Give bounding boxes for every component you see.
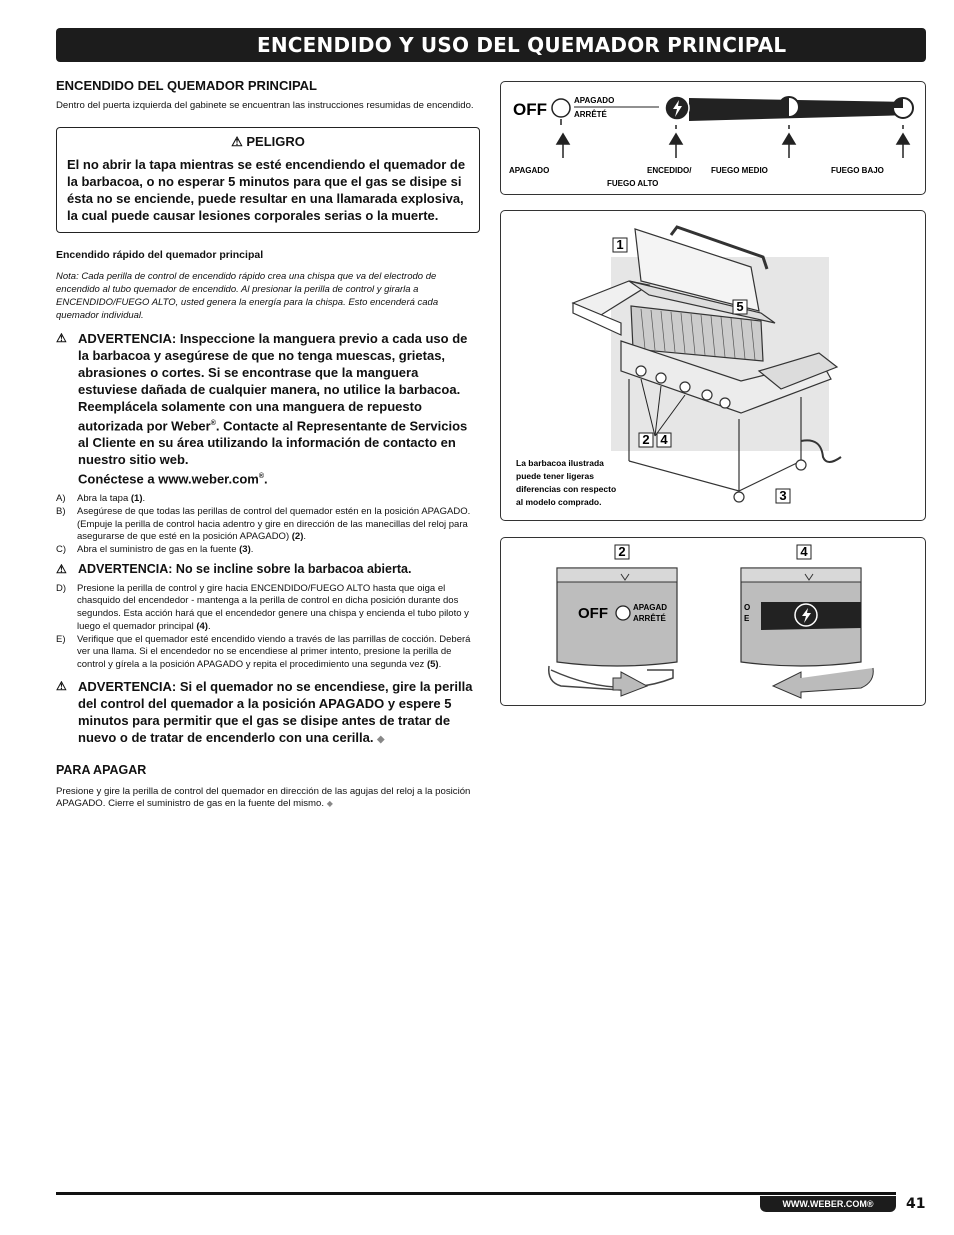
knob-partial-label-o: O xyxy=(744,603,751,612)
warning-triangle-icon: ⚠ xyxy=(56,678,67,693)
warning-hose-part1: ADVERTENCIA: Inspeccione la manguera previo a cada uso de la barbacoa y asegúrese de que no tenga muescas, grietas, abrasiones o cortes. Si se encontrase que la manguera estuviese dañada de cualquier manera, no utilice la barbacoa. Reemplácela solamente con una manguera de repuesto autorizada por Weber xyxy=(78,330,468,433)
danger-title xyxy=(67,134,469,150)
label-apagado: APAGADO xyxy=(509,166,550,175)
list-item-body: Abra la tapa xyxy=(77,493,131,505)
list-item-body: Asegúrese de que todas las perillas de control del quemador estén en la posición APAGADO. (Empuje la perilla de control hacia adentro y gire en dirección de las manecillas del reloj para asegurarse de que esté en la posición APAGADO) xyxy=(77,505,471,543)
callout-1 xyxy=(613,237,627,252)
svg-text:2: 2 xyxy=(642,432,650,447)
page-title: ENCENDIDO Y USO DEL QUEMADOR PRINCIPAL xyxy=(257,33,787,57)
end-mark: ◆ xyxy=(377,733,385,745)
warning-triangle-icon: ⚠ xyxy=(56,561,67,576)
caption-line-1: La barbacoa ilustrada xyxy=(516,458,604,468)
list-item-ref: (5) xyxy=(426,658,439,670)
footer-url-badge[interactable]: WWW.WEBER.COM® xyxy=(760,1196,896,1212)
caption-line-3: diferencias con respecto xyxy=(516,484,617,494)
list-item-body: Verifique que el quemador esté encendido viendo a través de las parrillas de cocción. Deberá ver una llama. Si el encendedor no se encendiese al primer intento, presione la perilla de control y gírela a la posición APAGADO y repita el procedimiento una segunda vez xyxy=(77,633,471,670)
svg-text:5: 5 xyxy=(736,299,744,314)
svg-text:2: 2 xyxy=(618,544,626,559)
counterclockwise-arrow-icon xyxy=(773,668,873,698)
off-position-icon xyxy=(552,99,570,117)
warning-hose-end: . xyxy=(264,471,268,487)
steps-list-2 xyxy=(56,583,480,672)
list-item xyxy=(56,544,480,557)
section-heading-off: PARA APAGAR xyxy=(56,762,147,777)
list-item xyxy=(56,506,480,544)
list-item xyxy=(56,493,480,506)
list-item-key: B) xyxy=(56,505,66,517)
svg-text:1: 1 xyxy=(616,237,624,252)
list-item-key: D) xyxy=(56,582,67,594)
warning-no-ignite-text: ADVERTENCIA: Si el quemador no se encendiese, gire la perilla del control del quemador a la posición APAGADO y espere 5 minutos para permitir que el gas se disipe antes de tratar de nuevo o de tratar de encenderlo con una cerilla. xyxy=(78,678,473,745)
list-item-ref: (2) xyxy=(291,531,304,543)
knob-off-label: OFF xyxy=(578,605,608,622)
list-item-end: . xyxy=(438,658,442,670)
registered-mark: ® xyxy=(258,472,265,480)
knob-ignite-illustration xyxy=(741,568,873,698)
list-item-key: A) xyxy=(56,493,66,505)
list-item-text xyxy=(77,506,480,544)
warning-hose-connect: Conéctese a www.weber.com xyxy=(78,471,259,487)
list-item-text xyxy=(77,493,145,506)
dial-arrete-label: ARRÊTÉ xyxy=(574,110,607,119)
warning-hose xyxy=(56,330,480,488)
list-item-ref: (1) xyxy=(130,493,143,505)
warning-hose-text xyxy=(78,330,480,488)
knob-off-illustration xyxy=(549,568,677,696)
intro-text: Dentro del puerta izquierda del gabinete se encuentran las instrucciones resumidas de encendido. xyxy=(56,100,474,111)
registered-mark: ® xyxy=(210,419,216,427)
warning-triangle-icon: ⚠ xyxy=(56,330,67,345)
title-bar xyxy=(56,28,926,62)
svg-text:3: 3 xyxy=(779,488,787,503)
danger-title-text: PELIGRO xyxy=(246,133,305,149)
off-position-icon xyxy=(616,606,630,620)
callout-3 xyxy=(776,488,790,503)
quick-heading: Encendido rápido del quemador principal xyxy=(56,248,264,261)
dial-diagram xyxy=(500,81,926,195)
caption-line-2: puede tener ligeras xyxy=(516,471,594,481)
left-column xyxy=(56,78,480,811)
label-fuego-alto: FUEGO ALTO xyxy=(607,179,659,188)
list-item-body: Presione la perilla de control y gire hacia ENCENDIDO/FUEGO ALTO hasta que oiga el chasquido del encendedor - mantenga a la perilla de control en dicha posición durante dos segundos. Esta acción hará que el encendedor genere una chispa y encienda el tubo piloto y luego el quemador principal xyxy=(77,582,469,632)
caption-line-4: al modelo comprado. xyxy=(516,497,602,507)
list-item-body: Abra el suministro de gas en la fuente xyxy=(77,544,240,556)
end-mark: ◆ xyxy=(326,799,333,809)
section-heading-lighting: ENCENDIDO DEL QUEMADOR PRINCIPAL xyxy=(56,78,317,93)
position-arrow-icons xyxy=(557,134,909,158)
label-fuego-bajo: FUEGO BAJO xyxy=(831,166,884,175)
list-item-text xyxy=(77,634,480,672)
clockwise-arrow-icon xyxy=(613,672,647,696)
list-item-key: C) xyxy=(56,544,67,556)
list-item-text xyxy=(77,583,480,634)
list-item xyxy=(56,634,480,672)
warning-triangle-icon: ⚠ xyxy=(231,133,243,149)
danger-body: El no abrir la tapa mientras se esté encendiendo el quemador de la barbacoa, o no esperar 5 minutos para que el gas se disipe si ésta no se enciende, puede resultar en una llamarada explosiva, la cual puede causar lesiones corporales serias o la muerte. xyxy=(67,156,466,223)
knob-arrete-label: ARRÊTÉ xyxy=(633,614,666,623)
svg-text:4: 4 xyxy=(660,432,668,447)
warning-no-ignite xyxy=(56,678,480,748)
grill-diagram xyxy=(500,210,926,521)
quick-note: Nota: Cada perilla de control de encendido rápido crea una chispa que va del electrodo de encendido al tubo quemador de encendido. Al presionar la perilla de control y girarla a ENCENDIDO/FUEGO ALTO, usted genera la energía para la chispa. Esto encenderá cada quemador individual. xyxy=(56,270,439,321)
steps-list-1 xyxy=(56,493,480,557)
label-fuego-medio: FUEGO MEDIO xyxy=(711,166,768,175)
list-item-end: . xyxy=(142,493,146,505)
grill-svg xyxy=(501,211,925,520)
knobs-svg xyxy=(501,538,925,705)
dial-apagado-label: APAGADO xyxy=(574,96,615,105)
list-item-key: E) xyxy=(56,633,66,645)
knob-partial-label-e: E xyxy=(744,614,750,623)
warning-hose-part2: . Contacte al Representante de Servicios al Cliente en su área utilizando la información de contacto en nuestro sitio web. xyxy=(78,417,468,467)
list-item-end: . xyxy=(250,544,254,556)
warning-lean-text: ADVERTENCIA: No se incline sobre la barbacoa abierta. xyxy=(78,561,412,576)
list-item-text xyxy=(77,544,253,557)
callout-4 xyxy=(657,432,671,447)
dial-off-label: OFF xyxy=(513,100,547,119)
footer-rule xyxy=(56,1192,896,1195)
callout-2 xyxy=(639,432,653,447)
callout-knob-4 xyxy=(797,544,811,559)
danger-box xyxy=(56,127,480,233)
svg-text:4: 4 xyxy=(800,544,808,559)
list-item-end: . xyxy=(207,620,211,632)
list-item-ref: (4) xyxy=(196,620,208,632)
list-item-end: . xyxy=(303,531,307,543)
callout-5 xyxy=(733,299,747,314)
dial-svg xyxy=(501,82,925,194)
off-text: Presione y gire la perilla de control del quemador en dirección de las agujas del reloj a la posición APAGADO. Cierre el suministro de gas en la fuente del mismo. xyxy=(56,785,471,810)
flame-scale-bar xyxy=(689,98,911,121)
warning-lean xyxy=(56,561,480,577)
knob-apagad-label: APAGAD xyxy=(633,603,668,612)
list-item-ref: (3) xyxy=(239,544,251,556)
page-number: 41 xyxy=(906,1196,926,1212)
label-encendido: ENCEDIDO/ xyxy=(647,166,692,175)
knobs-diagram xyxy=(500,537,926,706)
callout-knob-2 xyxy=(615,544,629,559)
list-item xyxy=(56,583,480,634)
